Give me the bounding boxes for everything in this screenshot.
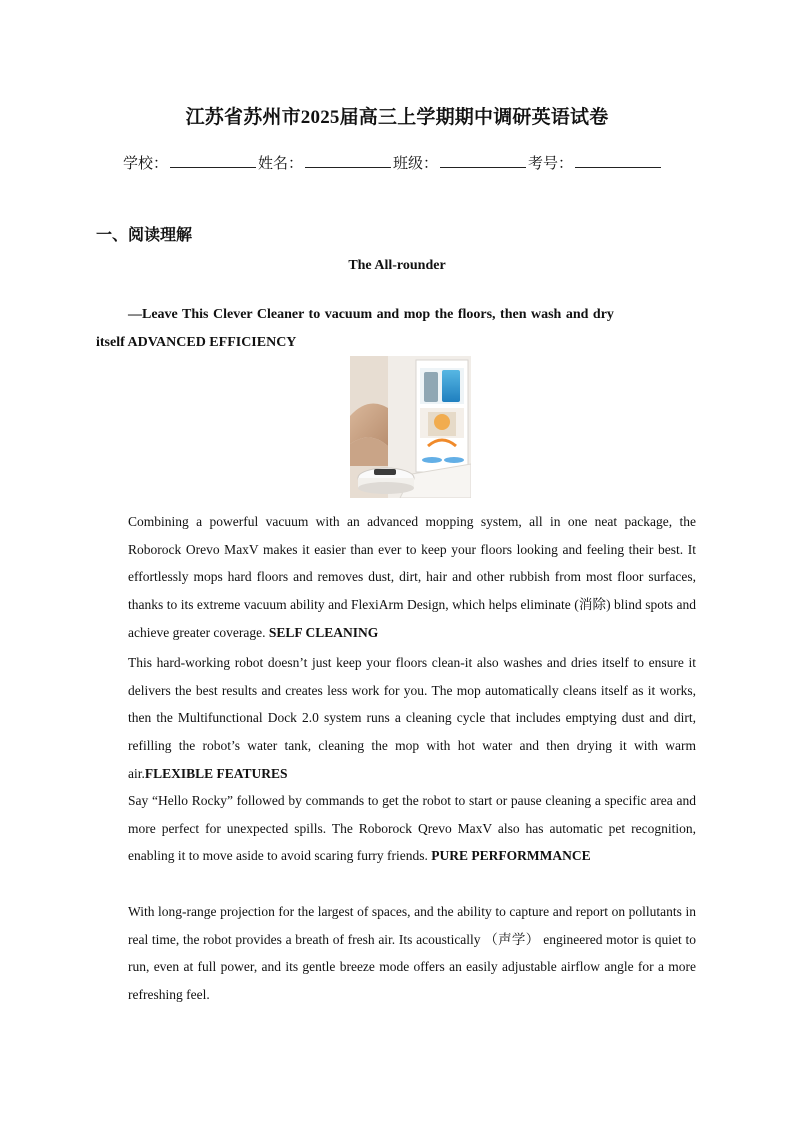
- robot-vacuum-photo: [350, 356, 471, 498]
- heading-pure-performance: PURE PERFORMMANCE: [431, 848, 591, 864]
- number-blank[interactable]: [575, 153, 661, 168]
- paragraph-2: [96, 649, 696, 788]
- paragraph-3-text: Say “Hello Rocky” followed by commands to get the robot to start or pause cleaning a specific area and more perfect for unexpected spills. The Roborock Qrevo MaxV also has automatic pet recognition, enabling it to move aside to avoid scaring furry friends.: [128, 793, 696, 864]
- paragraph-2-text: This hard-working robot doesn’t just keep your floors clean-it also washes and dries itself to ensure it delivers the best results and creates less work for you. The mop automatically cleans itself as it works, then the Multifunctional Dock 2.0 system runs a cleaning cycle that includes emptying dust and dirt, refilling the robot’s water tank, cleaning the mop with hot water and then drying it with warm air.: [128, 655, 696, 781]
- class-label: 班级：: [393, 156, 439, 172]
- section-heading: 一、阅读理解: [96, 227, 193, 244]
- name-label: 姓名：: [258, 156, 304, 172]
- name-blank[interactable]: [305, 153, 391, 168]
- lead-line-1: —Leave This Clever Cleaner to vacuum and mop the floors, then wash and dry: [128, 307, 614, 322]
- heading-self-cleaning: SELF CLEANING: [268, 624, 379, 640]
- paragraph-1: [96, 508, 696, 647]
- heading-flexible-features: FLEXIBLE FEATURES: [144, 765, 288, 781]
- number-label: 考号：: [528, 156, 574, 172]
- article-heading: The All-rounder: [348, 258, 446, 273]
- article-lead: [96, 301, 696, 357]
- student-info-line: [123, 152, 683, 173]
- paragraph-3: [96, 787, 696, 870]
- paragraph-4: [96, 898, 696, 1009]
- exam-title: 江苏省苏州市2025届高三上学期期中调研英语试卷: [185, 107, 609, 128]
- lead-line-2: itself ADVANCED EFFICIENCY: [96, 335, 297, 350]
- paragraph-4-text: With long-range projection for the largest of spaces, and the ability to capture and report on pollutants in real time, the robot provides a breath of fresh air. Its acoustically （声学） engineered motor is quiet to run, even at full power, and its gentle breeze mode offers an easily adjustable airflow angle for a more refreshing feel.: [128, 904, 696, 1003]
- school-blank[interactable]: [170, 153, 256, 168]
- paragraph-1-text: Combining a powerful vacuum with an advanced mopping system, all in one neat package, the Roborock Orevo MaxV makes it easier than ever to keep your floors looking and feeling their best. It effortlessly mops hard floors and removes dust, dirt, hair and other rubbish from most floor surfaces, thanks to its extreme vacuum ability and FlexiArm Design, which helps eliminate (消除) blind spots and achieve greater coverage.: [128, 514, 696, 640]
- class-blank[interactable]: [440, 153, 526, 168]
- school-label: 学校：: [123, 156, 169, 172]
